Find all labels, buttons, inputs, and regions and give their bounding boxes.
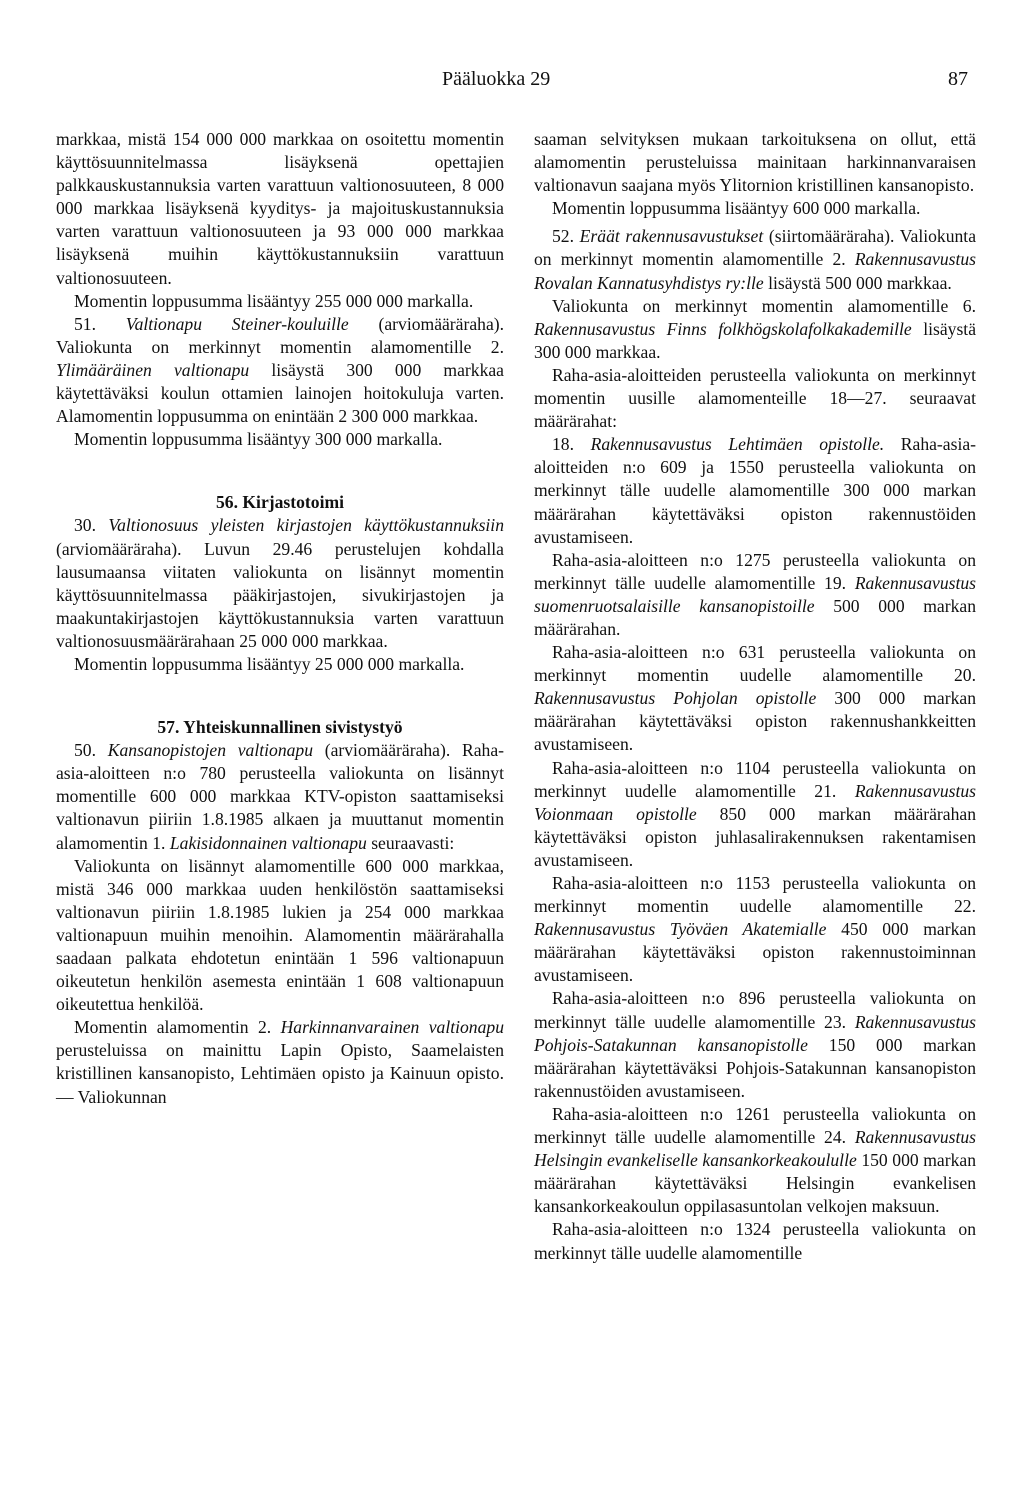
item-number: 51. xyxy=(74,313,126,334)
paragraph: Momentin loppusumma lisääntyy 600 000 markalla. xyxy=(552,198,921,219)
item-title: Kansanopistojen valtionapu xyxy=(107,740,313,761)
paragraph xyxy=(534,433,976,548)
paragraph-text: perusteluissa on mainittu Lapin Opisto, Saamelaisten kristillinen kansanopisto, Lehtimäen opisto ja Kainuun opisto. — Valiokunnan xyxy=(56,1040,504,1107)
section-heading-56: 56. Kirjastotoimi xyxy=(215,492,345,513)
paragraph: Raha-asia-aloitteiden perusteella valiokunta on merkinnyt momentin uusille alamomenteille 18—27. seuraavat määrärahat: xyxy=(534,364,976,432)
paragraph xyxy=(534,1103,976,1218)
paragraph xyxy=(534,872,976,987)
paragraph-text: lisäystä 300 000 markkaa käytettäväksi koulun ottamien lainojen hoitokuluja varten. Alamomentin loppusumma on enintään 2 300 000 markkaa. xyxy=(56,359,504,427)
item-number: 18. xyxy=(552,434,591,455)
paragraph-text: (arviomääräraha). Raha-asia-aloitteen n:o 780 perusteella valiokunta on lisännyt momentille 600 000 markkaa KTV-opiston saattamiseksi valtionavun piiriin 1.8.1985 alkaen ja muuttanut momentin alamomentin 1. xyxy=(56,740,504,853)
subitem-title: Rakennusavustus suomenruotsalaisille kansanopistoille xyxy=(534,572,976,616)
subitem-title: Lakisidonnainen valtionapu xyxy=(169,832,367,853)
page-header xyxy=(0,68,1024,98)
paragraph-text: Raha-asia-aloitteen n:o 896 perusteella valiokunta on merkinnyt tälle uudelle alamomentille 23. xyxy=(534,988,976,1032)
paragraph xyxy=(56,1016,504,1108)
paragraph-text: Momentin alamomentin 2. xyxy=(74,1017,281,1038)
right-column xyxy=(534,128,976,1265)
left-column xyxy=(56,128,504,1109)
item-title: Rakennusavustus Lehtimäen opistolle. xyxy=(590,434,885,455)
paragraph-text: Raha-asia-aloitteen n:o 1275 perusteella valiokunta on merkinnyt tälle uudelle alamomentille 19. xyxy=(534,549,976,593)
paragraph-text: seuraavasti: xyxy=(366,832,455,853)
paragraph xyxy=(56,313,504,428)
paragraph-text: (siirtomääräraha). Valiokunta on merkinnyt momentin alamomentille 2. xyxy=(534,226,977,270)
paragraph xyxy=(56,739,504,854)
item-title: Valtionosuus yleisten kirjastojen käyttökustannuksiin xyxy=(108,515,504,536)
section-heading-57: 57. Yhteiskunnallinen sivistystyö xyxy=(157,717,403,738)
subitem-title: Ylimääräinen valtionapu xyxy=(56,359,250,380)
paragraph-text: Raha-asia-aloitteen n:o 631 perusteella valiokunta on merkinnyt momentin uudelle alamomentille 20. xyxy=(534,642,976,686)
subitem-title: Rakennusavustus Rovalan Kannatusyhdistys ry:lle xyxy=(534,249,976,293)
item-number: 50. xyxy=(74,740,108,761)
item-number: 30. xyxy=(74,515,109,536)
paragraph-text: (arviomääräraha). Valiokunta on merkinnyt momentin alamomentille 2. xyxy=(56,313,505,357)
paragraph-text: Raha-asia-aloitteiden n:o 609 ja 1550 perusteella valiokunta on merkinnyt tälle uudelle alamomentille 300 000 markan määrärahan käytettäväksi opiston rakennustöiden avustamiseen. xyxy=(534,434,977,547)
subitem-title: Rakennusavustus Finns folkhögskolafolkakademille xyxy=(534,318,912,339)
paragraph: Momentin loppusumma lisääntyy 25 000 000 markalla. xyxy=(74,653,465,674)
header-title: Pääluokka 29 xyxy=(442,68,551,90)
paragraph: saaman selvityksen mukaan tarkoituksena on ollut, että alamomentin perusteluissa mainitaan harkinnanvaraisen valtionavun saajana myös Ylitornion kristillinen kansanopisto. xyxy=(534,129,976,196)
paragraph-text: Valiokunta on merkinnyt momentin alamomentille 6. xyxy=(552,295,976,316)
paragraph xyxy=(56,514,504,653)
subitem-title: Rakennusavustus Työväen Akatemialle xyxy=(534,919,827,940)
paragraph xyxy=(534,757,976,872)
paragraph xyxy=(534,225,976,294)
paragraph-text: 150 000 markan määrärahan käytettäväksi Helsingin evankelisen kansankorkeakoulun oppilasasuntolan velkojen maksuun. xyxy=(534,1150,977,1217)
subitem-title: Harkinnanvarainen valtionapu xyxy=(280,1017,504,1038)
item-title: Eräät rakennusavustukset xyxy=(579,226,764,247)
paragraph xyxy=(534,549,976,641)
subitem-title: Rakennusavustus Pohjolan opistolle xyxy=(534,688,817,709)
paragraph-text: lisäystä 500 000 markkaa. xyxy=(763,272,952,293)
item-title: Valtionapu Steiner-kouluille xyxy=(125,313,349,334)
paragraph-text: Raha-asia-aloitteen n:o 1104 perusteella valiokunta on merkinnyt uudelle alamomentille 21. xyxy=(534,757,976,801)
paragraph xyxy=(534,987,976,1102)
paragraph-text: 450 000 markan määrärahan käytettäväksi opiston rakennustoiminnan avustamiseen. xyxy=(534,919,977,986)
paragraph xyxy=(534,641,976,756)
paragraph-text: 300 000 markan määrärahan käytettäväksi opiston rakennushankkeitten avustamiseen. xyxy=(534,688,976,755)
paragraph-text: lisäystä 300 000 markkaa. xyxy=(534,318,976,362)
subitem-title: Rakennusavustus Voionmaan opistolle xyxy=(534,780,976,824)
paragraph-text: (arviomääräraha). Luvun 29.46 perustelujen kohdalla lausumaansa viitaten valiokunta on lisännyt momentin käyttösuunnitelmassa pääkirjastojen, sivukirjastojen ja maakuntakirjastojen käyttökustannuksia varten varattuun valtionosuusmäärärahaan 25 000 000 markkaa. xyxy=(56,538,504,651)
paragraph: Momentin loppusumma lisääntyy 255 000 000 markalla. xyxy=(74,290,474,311)
paragraph-text: 500 000 markan määrärahan. xyxy=(534,595,976,639)
subitem-title: Rakennusavustus Pohjois-Satakunnan kansanopistolle xyxy=(534,1011,976,1055)
paragraph-text: 850 000 markan määrärahan käytettäväksi opiston juhlasalirakennuksen rakentamisen avustamiseen. xyxy=(534,803,976,870)
paragraph-text: Raha-asia-aloitteen n:o 1261 perusteella valiokunta on merkinnyt tälle uudelle alamomentille 24. xyxy=(534,1103,976,1148)
subitem-title: Rakennusavustus Helsingin evankeliselle kansankorkeakoululle xyxy=(534,1127,976,1171)
paragraph-text: Raha-asia-aloitteen n:o 1153 perusteella valiokunta on merkinnyt momentin uudelle alamomentille 22. xyxy=(534,873,976,917)
paragraph-text: 150 000 markan määrärahan käytettäväksi Pohjois-Satakunnan kansanopiston rakennustöiden avustamiseen. xyxy=(534,1034,976,1101)
page-number: 87 xyxy=(948,68,968,90)
paragraph: Valiokunta on lisännyt alamomentille 600 000 markkaa, mistä 346 000 markkaa uuden henkilöstön saattamiseksi valtionavun piiriin 1.8.1985 lukien ja 254 000 markkaa valtionapuun muihin menoihin. Alamomentin määrärahalla saadaan palkata ehdotetun enintään 1 596 valtionapuun oikeutetun henkilön asemesta enintään 1 608 valtionapuun oikeutettua henkilöä. xyxy=(56,855,504,1015)
paragraph: markkaa, mistä 154 000 000 markkaa on osoitettu momentin käyttösuunnitelmassa lisäyksenä opettajien palkkauskustannuksia varten varattuun valtionosuuteen, 8 000 000 markkaa lisäyksenä kyyditys- ja majoituskustannuksia varten varattuun valtionosuuteen ja 93 000 000 markkaa lisäyksenä muihin käyttökustannuksiin varattuun valtionosuuteen. xyxy=(56,129,504,288)
item-number: 52. xyxy=(552,226,580,247)
paragraph xyxy=(534,295,976,364)
paragraph: Momentin loppusumma lisääntyy 300 000 markalla. xyxy=(74,429,443,450)
paragraph: Raha-asia-aloitteen n:o 1324 perusteella valiokunta on merkinnyt tälle uudelle alamomentille xyxy=(534,1219,976,1263)
